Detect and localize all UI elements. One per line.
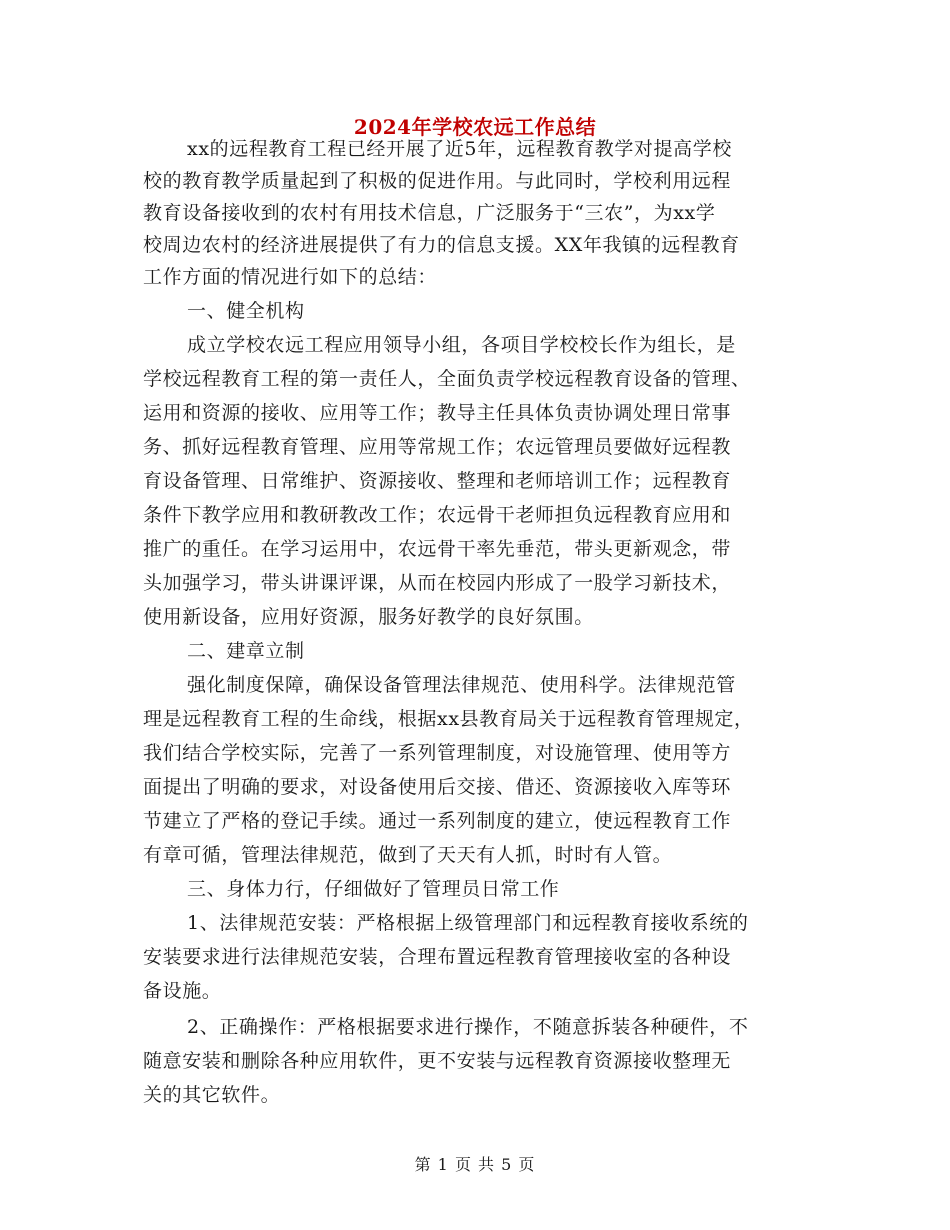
section-heading: 一、健全机构 [187, 300, 305, 322]
paragraph-line: 育设备管理、日常维护、资源接收、整理和老师培训工作；远程教育 [143, 470, 732, 492]
page-footer: 第 1 页 共 5 页 [414, 1155, 536, 1174]
paragraph-line: 教育设备接收到的农村有用技术信息，广泛服务于“三农”，为xx学 [143, 202, 716, 224]
paragraph-line: 头加强学习，带头讲课评课，从而在校园内形成了一股学习新技术， [143, 572, 732, 594]
paragraph-line: 理是远程教育工程的生命线，根据xx县教育局关于远程教育管理规定， [143, 708, 754, 730]
paragraph-line: 校周边农村的经济进展提供了有力的信息支援。XX年我镇的远程教育 [143, 234, 740, 256]
paragraph-line: 随意安装和删除各种应用软件，更不安装与远程教育资源接收整理无 [143, 1050, 732, 1072]
paragraph-line: 强化制度保障，确保设备管理法律规范、使用科学。法律规范管 [187, 674, 736, 696]
paragraph-line: 有章可循，管理法律规范，做到了天天有人抓，时时有人管。 [143, 844, 673, 866]
section-heading: 三、身体力行，仔细做好了管理员日常工作 [187, 878, 560, 900]
paragraph-line: 务、抓好远程教育管理、应用等常规工作；农远管理员要做好远程教 [143, 436, 732, 458]
paragraph-line: 节建立了严格的登记手续。通过一系列制度的建立，使远程教育工作 [143, 810, 732, 832]
paragraph-line: 校的教育教学质量起到了积极的促进作用。与此同时，学校利用远程 [143, 170, 732, 192]
paragraph-line: 条件下教学应用和教研教改工作；农远骨干老师担负远程教育应用和 [143, 504, 732, 526]
paragraph-line: 1、法律规范安装：严格根据上级管理部门和远程教育接收系统的 [187, 912, 749, 934]
paragraph-line: 2、正确操作：严格根据要求进行操作，不随意拆装各种硬件，不 [187, 1016, 749, 1038]
paragraph-line: 备设施。 [143, 980, 222, 1002]
paragraph-line: 推广的重任。在学习运用中，农远骨干率先垂范，带头更新观念，带 [143, 538, 732, 560]
paragraph-line: 工作方面的情况进行如下的总结： [143, 266, 438, 288]
section-heading: 二、建章立制 [187, 640, 305, 662]
paragraph-line: xx的远程教育工程已经开展了近5年，远程教育教学对提高学校 [187, 138, 732, 160]
paragraph-line: 学校远程教育工程的第一责任人，全面负责学校远程教育设备的管理、 [143, 368, 751, 390]
paragraph-line: 面提出了明确的要求，对设备使用后交接、借还、资源接收入库等环 [143, 776, 732, 798]
document-title: 2024年学校农远工作总结 [353, 115, 597, 139]
paragraph-line: 安装要求进行法律规范安装，合理布置远程教育管理接收室的各种设 [143, 946, 732, 968]
paragraph-line: 我们结合学校实际，完善了一系列管理制度，对设施管理、使用等方 [143, 742, 732, 764]
paragraph-line: 使用新设备，应用好资源，服务好教学的良好氛围。 [143, 606, 594, 628]
paragraph-line: 成立学校农远工程应用领导小组，各项目学校校长作为组长，是 [187, 334, 736, 356]
paragraph-line: 运用和资源的接收、应用等工作；教导主任具体负责协调处理日常事 [143, 402, 732, 424]
paragraph-line: 关的其它软件。 [143, 1084, 281, 1106]
